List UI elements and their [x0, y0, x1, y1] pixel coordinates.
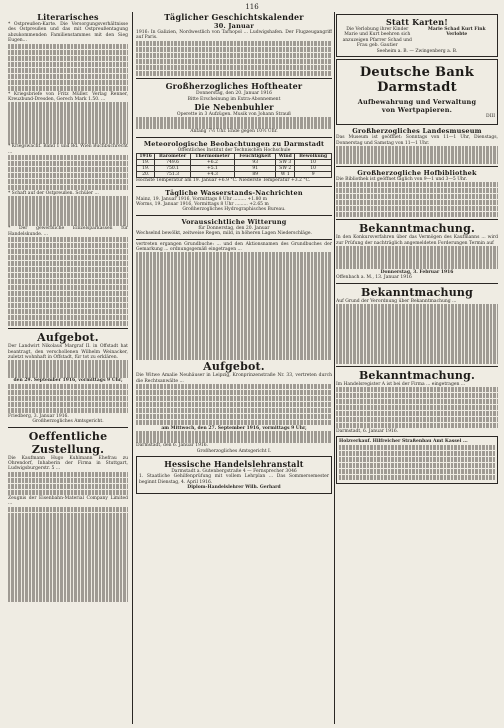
school-footer: Diplom-Handelslehrer Wilh. Gerhard — [187, 485, 281, 491]
table-cell: +4.3 — [190, 172, 234, 178]
announcement-left: Die Verlobung ihrer Kinder Marie und Kurt beehren sich anzuzeigen Pfarrer Schad und Frau geb. Gautier — [342, 27, 412, 49]
forecast-text: Wechselnd bewölkt, zeitweise Regen, mild, in höheren Lagen Niederschläge. — [136, 231, 312, 237]
announcement-footer: Seeheim a. B. — Zwingenberg a. B. — [376, 48, 458, 54]
school-advertisement — [136, 456, 332, 494]
public-notice-heading: Oeffentliche Zustellung. — [28, 429, 108, 456]
literary-paragraph-5: * Der gewerbliche Einzelsparkassen für Handelskunde. ... — [8, 226, 128, 237]
page-number: 116 — [245, 3, 259, 11]
legal-sign: Darmstadt, den 6. Januar 1916. — [136, 443, 209, 449]
weather-heading: Meteorologische Beobachtungen zu Darmstadt — [143, 139, 325, 148]
legal-court: Großherzogliches Amtsgericht I. — [196, 448, 272, 454]
table-cell: 749.6 — [155, 160, 190, 166]
notice-text: In den Konkursverfahren über das Vermögen des Kaufmanns ... wird zur Prüfung der nachträglich angemeldeten Forderungen Termin auf — [336, 235, 498, 246]
column-left — [8, 12, 128, 722]
table-cell: 89 — [235, 172, 276, 178]
auction-intro: Der Landwirt Nikolaus Margraf II. in Offstadt hat beantragt, den verschollenen Wilhelm Weinacker, zuletzt wohnhaft in Offstadt, für tot zu erklären. — [8, 344, 128, 361]
bank-advertisement — [336, 59, 498, 125]
theater-heading: Großherzogliches Hoftheater — [165, 81, 303, 92]
weather-header: Bewölkung — [295, 154, 332, 160]
bank-name: Deutsche Bank Darmstadt — [359, 65, 475, 96]
weather-summary: Höchste Temperatur am 19. Januar +6.9 °C. Niederste Temperatur +3.2 °C. — [136, 178, 311, 184]
legal-heading: Aufgebot. — [203, 360, 265, 374]
bank-service-2: von Wertpapieren. — [381, 106, 453, 115]
library-text: Die Bibliothek ist geöffnet täglich von 9—1 und 3—5 Uhr. — [336, 176, 467, 182]
bank-code: DIII — [486, 114, 495, 120]
library-heading: Großherzogliche Hofbibliothek — [357, 168, 477, 177]
special-box-text: Holzverkauf. Hilfreicher Straßenbau Amt Kassel ... — [339, 439, 468, 445]
calendar-text: 1916: In Galizien, Nordwestlich von Tarnopol ... Ludwigshafen. Der Flugzeugangriff auf Paris. — [136, 30, 332, 41]
table-cell: 10 — [295, 166, 332, 172]
forecast-subheading: für Donnerstag, den 20. Januar — [198, 225, 270, 231]
table-cell: 20. — [137, 172, 155, 178]
table-cell: SW 3 — [276, 160, 295, 166]
theater-details: Operette in 3 Aufzügen. Musik von Johann Strauß — [176, 111, 292, 117]
theater-times: Anfang 7½ Uhr. Ende gegen 10½ Uhr. — [190, 129, 278, 135]
table-cell: 750.1 — [155, 166, 190, 172]
public-notice-note: Zeugnis der Eisenbahn-Material Company Limited ... — [8, 495, 128, 507]
column-right — [336, 12, 498, 727]
auction-sign: Friedberg, 3. Januar 1916. — [8, 413, 69, 419]
table-cell: 10 — [295, 160, 332, 166]
table-cell: 91 — [235, 166, 276, 172]
weather-table — [136, 153, 332, 178]
legal-date: am Mittwoch, den 27. September 1916, vormittags 9 Uhr, — [161, 425, 307, 431]
notice-3-heading: Bekanntmachung. — [358, 368, 476, 382]
column-rule-1 — [132, 12, 133, 724]
notice-sign: Offenbach a. M., 13. Januar 1916 — [336, 275, 412, 281]
museum-text: Das Museum ist geöffnet: Sonntags von 11—1 Uhr, Dienstags, Donnerstag und Samstag von 11—1 Uhr. — [336, 135, 498, 146]
special-box — [336, 436, 498, 483]
theater-date: Donnerstag, den 20. Januar 1916 — [196, 91, 272, 97]
column-rule-2 — [334, 12, 335, 724]
weather-header: Thermometer — [190, 154, 234, 160]
table-cell: W 1 — [276, 172, 295, 178]
auction-heading: Aufgebot. — [37, 331, 99, 345]
notice-2-heading: Bekanntmachung — [360, 285, 474, 299]
table-row — [137, 172, 332, 178]
literary-paragraph-2: * Kriegsbriefe von Fritz Müller. Verlag Renner, Kreuzbund-Dresden, Gerech Mark 1.50. ... — [8, 91, 128, 102]
legal-paragraph: vertreten ergangen Grundbuche: ... und den Aktionsnamen des Grundbuches der Gemarkung ... ordnungsgemäß eingetragen ... — [136, 241, 332, 252]
bank-service: Aufbewahrung und Verwaltung — [357, 98, 477, 107]
notice-3-sign: Darmstadt, 6. Januar 1916. — [336, 428, 399, 434]
table-cell: 19. — [137, 160, 155, 166]
public-notice-intro: Die Kaufmann Hugo Kuhlmann Ehefrau zu Ohrendorf, Inhaberin der Firma in Stuttgart, Ludwigsburgerstr. 5 ... — [8, 455, 128, 472]
weather-header: Wind — [276, 154, 295, 160]
table-cell: 751.3 — [155, 172, 190, 178]
school-text: 1. Staatliche Gehilfenprüfung mit vollem Lehrplan ... Das Sommersemester beginnt Dienstag, 4. April 1916. — [139, 474, 329, 485]
auction-date: den 29. September 1916, vormittags 9 Uhr, — [13, 378, 123, 384]
calendar-date: 30. Januar — [214, 22, 254, 30]
forecast-heading: Voraussichtliche Witterung — [181, 217, 287, 226]
theater-abonnement: Bitte Erscheinung im Extra-Abonnement — [187, 96, 281, 102]
literary-paragraph-3: * Kriegswacht. Band 1 und Bd. Wien Buchbuchrecht ... — [8, 144, 128, 155]
table-cell: 19. — [137, 166, 155, 172]
table-cell: SW 2 — [276, 166, 295, 172]
literary-heading: Literarisches — [37, 12, 99, 22]
announcement-heading: Statt Karten! — [386, 17, 448, 27]
table-cell: 9 — [295, 172, 332, 178]
water-line-1: Mainz, 19. Januar 1916, Vormittags 8 Uhr ......... +1.80 m — [136, 196, 267, 202]
weather-header: 1916 — [137, 154, 155, 160]
engagement-announcement — [336, 14, 498, 57]
table-cell: +5.1 — [190, 166, 234, 172]
weather-header: Feuchtigkeit — [235, 154, 276, 160]
water-line-2: Worms, 19. Januar 1916, Vormittags 8 Uhr ......... +2.65 m — [136, 201, 269, 207]
notice-2-text: Auf Grund der Verordnung über Bekanntmachung ... — [336, 298, 457, 304]
notice-date: Donnerstag, 3. Februar 1916 — [380, 270, 454, 276]
weather-subheading: Öffentliches Institut der Technischen Hochschule — [177, 147, 291, 153]
school-address: Darmstadt a. Gutenbergstraße 4 — Fernsprecher 3046 — [171, 468, 297, 474]
announcement-right: Marie Schad Kurt Fink Verlobte — [427, 27, 486, 38]
school-heading: Hessische Handelslehranstalt — [164, 458, 304, 469]
weather-header: Barometer — [155, 154, 190, 160]
auction-court: Großherzogliches Amtsgericht. — [32, 419, 104, 425]
legal-text: Die Witwe Amalie Neuhäuser in Leipzig, Kronprinzenstraße Nr. 33, vertreten durch die Rechtsanwälte ... — [136, 373, 332, 384]
museum-heading: Großherzogliches Landesmuseum — [352, 127, 482, 136]
water-court: Großherzogliches Hydrographisches Bureau. — [182, 207, 286, 213]
notice-3-text: Im Handelsregister A ist bei der Firma ... eingetragen ... — [336, 381, 466, 387]
literary-paragraph-4: * Schaft auf der Ostpreußen. Schüler ... — [8, 190, 99, 196]
table-cell: +6.2 — [190, 160, 234, 166]
water-heading: Tägliche Wasserstands-Nachrichten — [165, 188, 303, 197]
column-middle — [136, 12, 332, 727]
literary-paragraph-1: * Ostpreußen-Karte. Die Versorgungsverhältnisse des Ostpreußen und das mit Ostpreußentagung abzukommenden Familienstammes mit den Sieg Eugen... — [8, 22, 128, 44]
table-cell: 93 — [235, 160, 276, 166]
calendar-heading: Täglicher Geschichtskalender — [164, 12, 304, 22]
theater-title: Die Nebenbuhler — [194, 101, 274, 112]
notice-heading: Bekanntmachung. — [358, 222, 476, 236]
